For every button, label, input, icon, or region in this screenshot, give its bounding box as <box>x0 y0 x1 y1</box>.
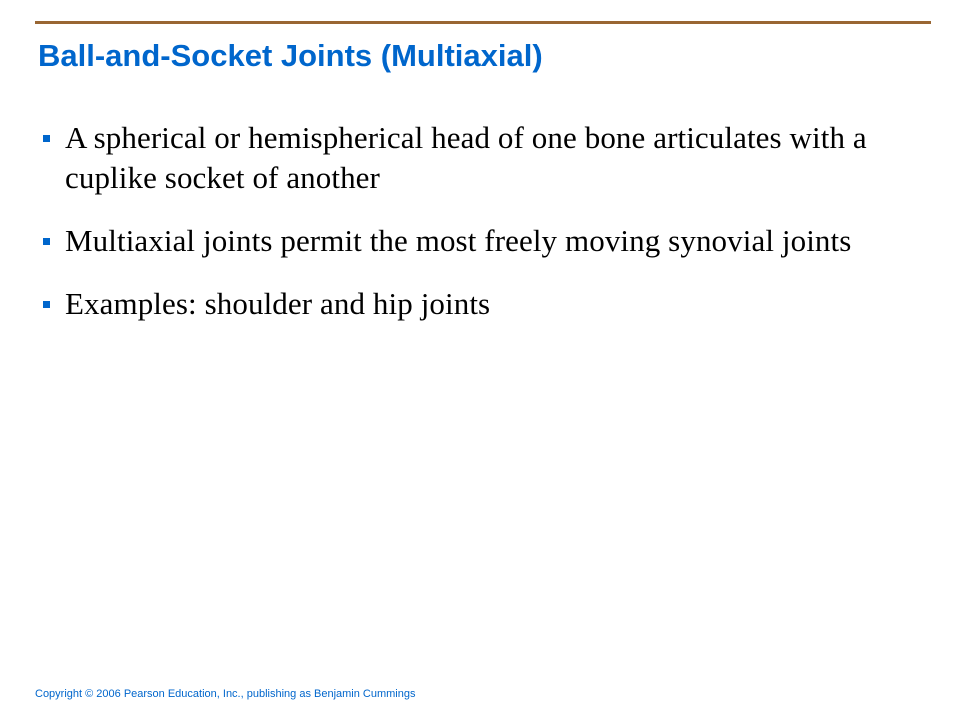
square-bullet-icon <box>43 301 50 308</box>
square-bullet-icon <box>43 238 50 245</box>
bullet-text: A spherical or hemispherical head of one bone articulates with a cuplike socket of another <box>65 120 867 195</box>
top-rule-divider <box>35 21 931 24</box>
bullet-text: Multiaxial joints permit the most freely moving synovial joints <box>65 223 852 258</box>
square-bullet-icon <box>43 135 50 142</box>
bullet-list <box>40 118 920 347</box>
bullet-text: Examples: shoulder and hip joints <box>65 286 491 321</box>
copyright-footer: Copyright © 2006 Pearson Education, Inc., publishing as Benjamin Cummings <box>35 688 416 700</box>
bullet-item <box>40 284 920 324</box>
bullet-item <box>40 118 920 198</box>
bullet-item <box>40 221 920 261</box>
slide-title: Ball-and-Socket Joints (Multiaxial) <box>38 38 543 73</box>
